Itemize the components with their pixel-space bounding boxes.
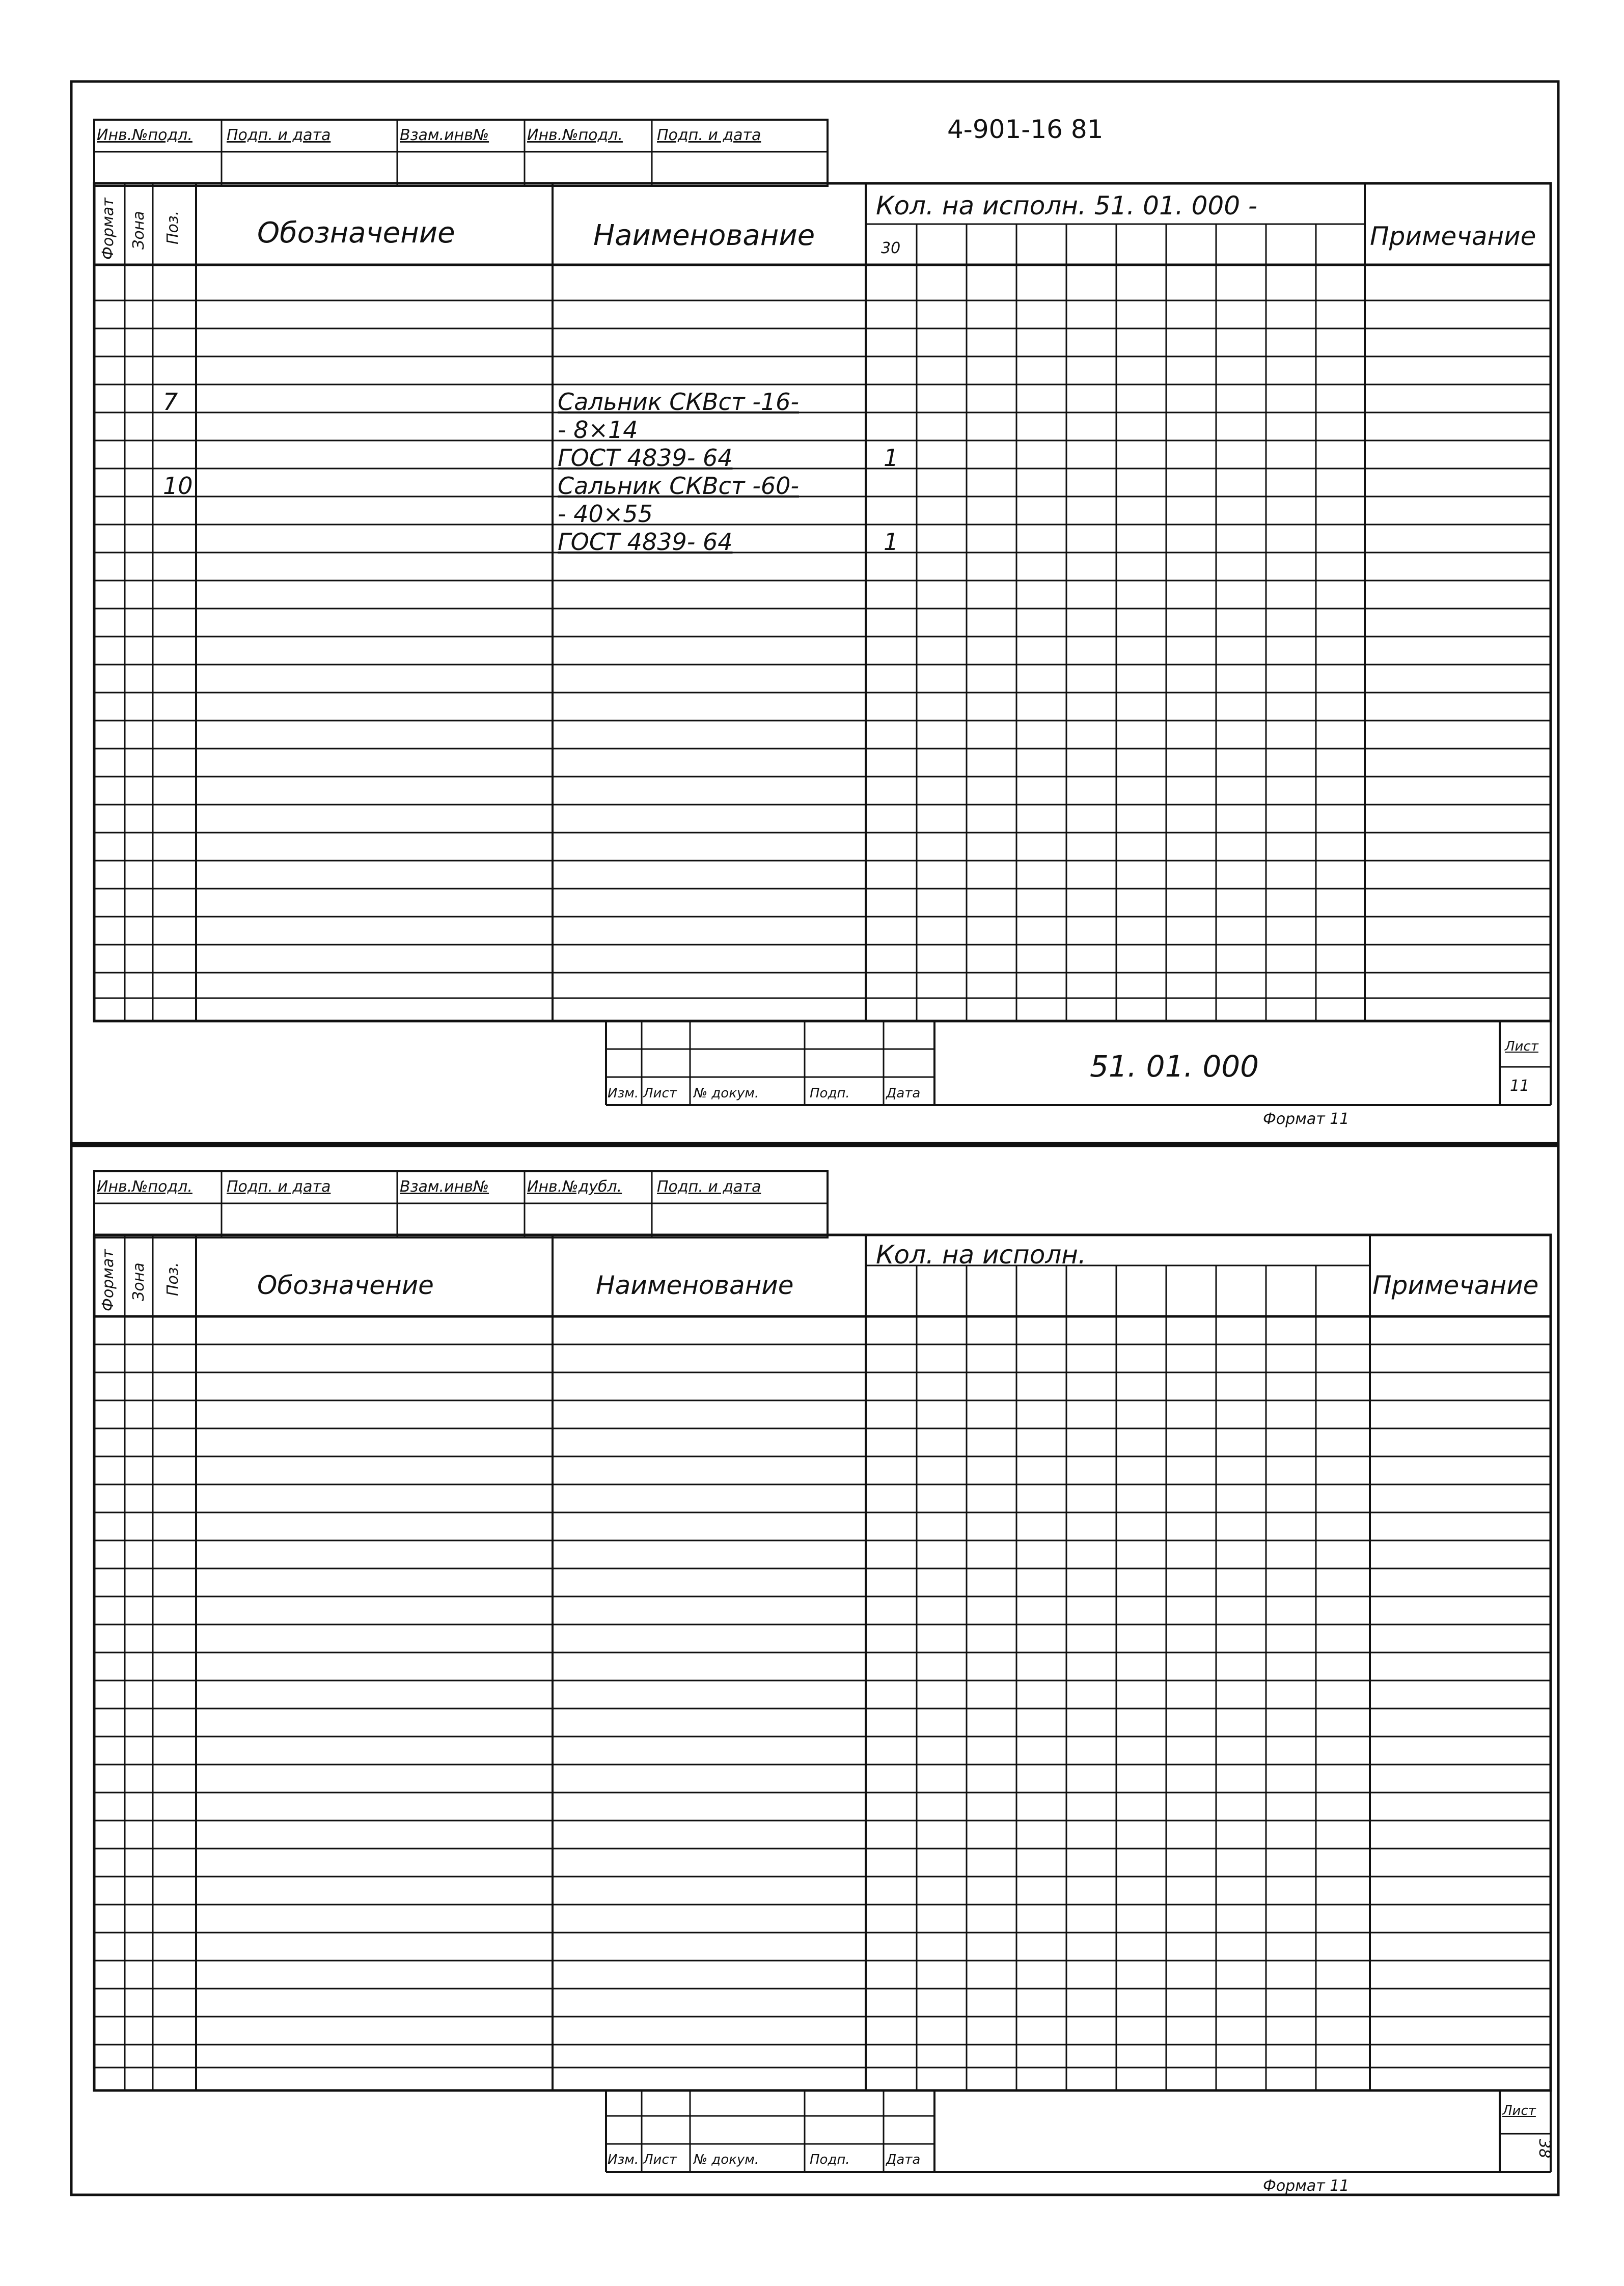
footer-list: Лист [643,2152,677,2167]
col-pos-label: Поз. [164,210,182,244]
footer-podp: Подп. [810,2152,850,2167]
footer-data: Дата [886,2152,921,2167]
sheet-label: Лист [1505,1039,1538,1054]
row-name: - 8×14 [558,416,638,444]
col-name-label: Наименование [596,1271,794,1300]
stamp-inv-podl: Инв.№подл. [97,126,192,144]
stamp-inv-podl: Инв.№подл. [97,1178,192,1196]
format-text: Формат 11 [1263,1110,1350,1128]
row-qty: 1 [884,528,899,556]
stamp-podp-data: Подп. и дата [227,1178,331,1196]
footer-data: Дата [886,1086,921,1101]
row-pos: 7 [163,388,178,416]
col-designation-label: Обозначение [257,216,455,250]
footer-izm: Изм. [608,1086,639,1101]
row-name: ГОСТ 4839- 64 [558,444,733,472]
stamp-vzam-inv: Взам.инв№ [400,126,489,144]
row-name: Сальник СКВст -60- [558,472,799,500]
col-note-label: Примечание [1370,222,1536,251]
col-note-label: Примечание [1372,1271,1539,1300]
qty-header: Кол. на исполн. [876,1240,1086,1270]
footer-doc-no: № докум. [694,1086,759,1101]
col-format-label: Формат [99,1249,117,1311]
col-format-label: Формат [99,198,117,260]
stamp-inv-podl-2: Инв.№подл. [527,126,623,144]
row-name: - 40×55 [558,500,653,528]
stamp-inv-dubl: Инв.№дубл. [527,1178,622,1196]
sheet-number: 11 [1510,1077,1530,1095]
stamp-podp-data-2: Подп. и дата [657,1178,761,1196]
document-number: 4-901-16 81 [947,115,1104,144]
format-text: Формат 11 [1263,2177,1350,2195]
col-name-label: Наименование [593,219,815,252]
col-pos-label: Поз. [164,1262,182,1296]
row-name: Сальник СКВст -16- [558,388,799,416]
row-name: ГОСТ 4839- 64 [558,528,733,556]
stamp-podp-data: Подп. и дата [227,126,331,144]
col-designation-label: Обозначение [257,1271,434,1300]
stamp-vzam-inv: Взам.инв№ [400,1178,489,1196]
page-mark: 38 [1535,2139,1553,2159]
sheet-label: Лист [1502,2103,1536,2118]
row-qty: 1 [884,444,899,472]
footer-izm: Изм. [608,2152,639,2167]
col-zone-label: Зона [130,211,148,250]
footer-list: Лист [643,1086,677,1101]
footer-doc-no: № докум. [694,2152,759,2167]
footer-podp: Подп. [810,1086,850,1101]
row-pos: 10 [163,472,193,500]
qty-header: Кол. на исполн. 51. 01. 000 - [876,191,1257,221]
footer-code: 51. 01. 000 [1090,1049,1259,1084]
col-zone-label: Зона [130,1262,148,1301]
stamp-podp-data-2: Подп. и дата [657,126,761,144]
qty-sub-30: 30 [881,239,901,257]
